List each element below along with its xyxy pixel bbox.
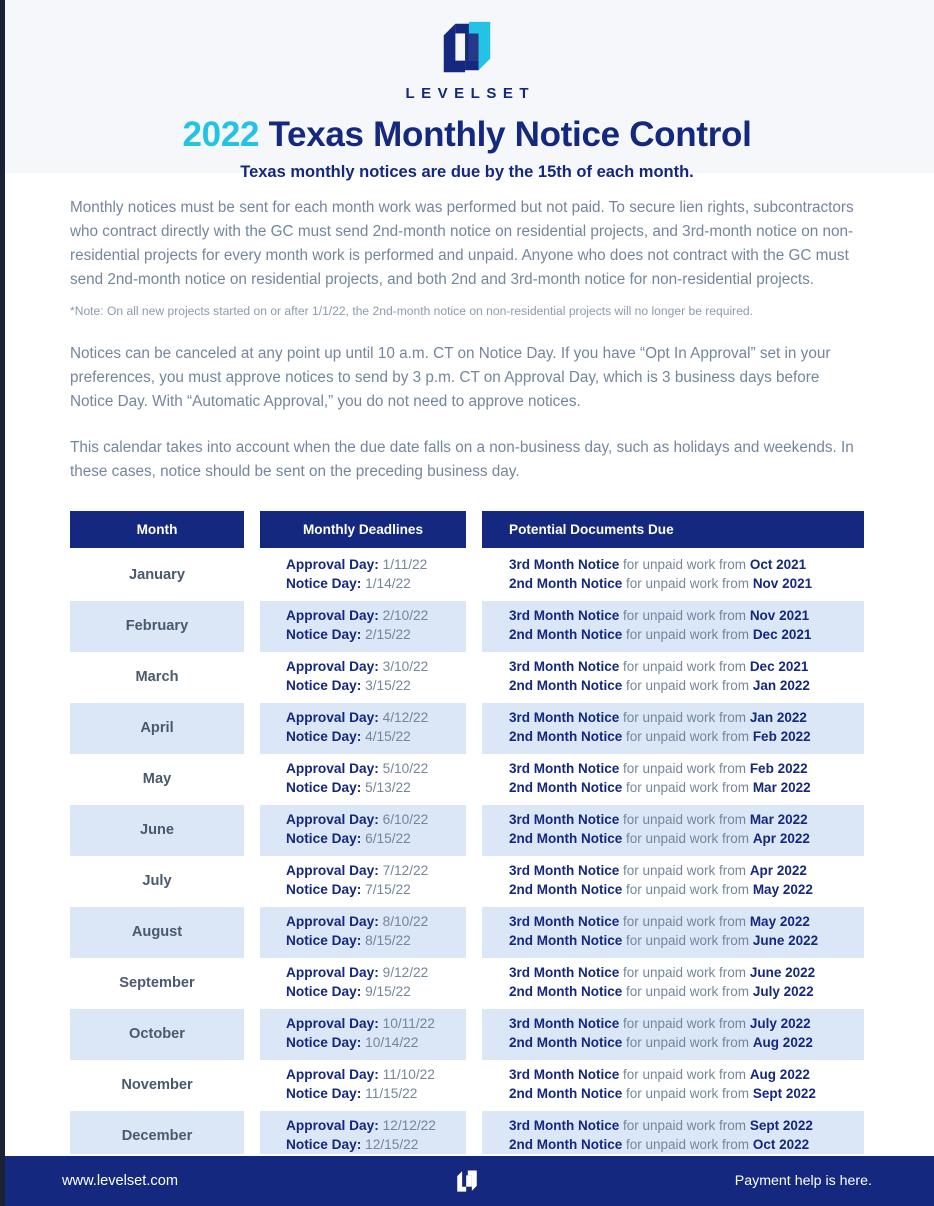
notice-day-value: 1/14/22 (365, 576, 411, 592)
second-month-notice-line (509, 1034, 864, 1053)
third-month-notice-period: Nov 2021 (749, 608, 810, 624)
third-month-notice-period: Mar 2022 (749, 812, 808, 828)
intro-paragraph-2: Notices can be canceled at any point up until 10 a.m. CT on Notice Day. If you have “Opt In Approval” set in your preferences, you must approve notices to send by 3 p.m. CT on Approval Day, which is 3 business days before Notice Day. With “Automatic Approval,” you do not need to approve notices. (70, 344, 831, 411)
third-month-notice-period: Feb 2022 (749, 761, 808, 777)
notice-day-label: Notice Day: (286, 1086, 366, 1102)
third-month-notice-label: 3rd Month Notice (509, 761, 620, 777)
approval-day-value: 3/10/22 (382, 659, 429, 675)
cell-documents (482, 958, 864, 1009)
third-month-notice-line (509, 964, 864, 983)
approval-day-line (286, 1015, 466, 1034)
third-month-notice-text: for unpaid work from (619, 914, 750, 930)
table-row (70, 805, 864, 856)
table-row (70, 856, 864, 907)
second-month-notice-label: 2nd Month Notice (509, 1086, 623, 1102)
column-header-documents: Potential Documents Due (482, 511, 864, 548)
approval-day-value: 6/10/22 (382, 812, 429, 828)
third-month-notice-period: Sept 2022 (749, 1118, 813, 1134)
cell-deadlines (260, 754, 466, 805)
approval-day-value: 2/10/22 (382, 608, 429, 624)
notice-day-label: Notice Day: (286, 933, 366, 949)
second-month-notice-label: 2nd Month Notice (509, 576, 623, 592)
approval-day-value: 7/12/22 (382, 863, 429, 879)
third-month-notice-period: Aug 2022 (749, 1067, 810, 1083)
cell-documents (482, 754, 864, 805)
notice-day-label: Notice Day: (286, 729, 366, 745)
second-month-notice-text: for unpaid work from (622, 1086, 753, 1102)
notice-day-line (286, 626, 466, 645)
third-month-notice-period: June 2022 (749, 965, 816, 981)
notice-day-line (286, 575, 466, 594)
cell-documents (482, 1009, 864, 1060)
second-month-notice-text: for unpaid work from (622, 627, 753, 643)
third-month-notice-line (509, 607, 864, 626)
intro-paragraph-3: This calendar takes into account when the due date falls on a non-business day, such as holidays and weekends. In these cases, notice should be sent on the preceding business day. (70, 439, 854, 481)
notice-day-value: 12/15/22 (365, 1137, 419, 1153)
third-month-notice-line (509, 862, 864, 881)
second-month-notice-line (509, 1136, 864, 1155)
third-month-notice-label: 3rd Month Notice (509, 557, 620, 573)
second-month-notice-period: July 2022 (752, 984, 814, 1000)
second-month-notice-text: for unpaid work from (622, 576, 753, 592)
cell-deadlines (260, 856, 466, 907)
cell-month: August (70, 907, 244, 958)
third-month-notice-line (509, 709, 864, 728)
notice-day-value: 10/14/22 (365, 1035, 419, 1051)
approval-day-line (286, 709, 466, 728)
cell-documents (482, 1060, 864, 1111)
approval-day-label: Approval Day: (286, 812, 383, 828)
notice-day-line (286, 983, 466, 1002)
third-month-notice-text: for unpaid work from (619, 659, 750, 675)
table-row (70, 958, 864, 1009)
second-month-notice-period: June 2022 (752, 933, 819, 949)
third-month-notice-label: 3rd Month Notice (509, 1118, 620, 1134)
second-month-notice-label: 2nd Month Notice (509, 882, 623, 898)
notice-day-label: Notice Day: (286, 831, 366, 847)
table-row (70, 907, 864, 958)
approval-day-line (286, 1066, 466, 1085)
notice-day-label: Notice Day: (286, 882, 366, 898)
page-subtitle: Texas monthly notices are due by the 15th of each month. (240, 162, 694, 181)
cell-documents (482, 907, 864, 958)
cell-documents (482, 652, 864, 703)
approval-day-line (286, 964, 466, 983)
third-month-notice-text: for unpaid work from (619, 965, 750, 981)
third-month-notice-text: for unpaid work from (619, 557, 750, 573)
second-month-notice-period: Jan 2022 (752, 678, 810, 694)
second-month-notice-line (509, 932, 864, 951)
approval-day-value: 10/11/22 (382, 1016, 435, 1032)
cell-month: June (70, 805, 244, 856)
approval-day-value: 12/12/22 (382, 1118, 436, 1134)
approval-day-value: 9/12/22 (382, 965, 429, 981)
cell-documents (482, 601, 864, 652)
table-row (70, 1009, 864, 1060)
second-month-notice-text: for unpaid work from (622, 831, 753, 847)
second-month-notice-period: Feb 2022 (752, 729, 811, 745)
third-month-notice-line (509, 1066, 864, 1085)
notice-day-value: 7/15/22 (365, 882, 411, 898)
table-body (70, 550, 864, 1162)
notice-day-label: Notice Day: (286, 1035, 366, 1051)
second-month-notice-label: 2nd Month Notice (509, 627, 623, 643)
cell-deadlines (260, 1060, 466, 1111)
left-edge-strip (0, 0, 5, 1206)
second-month-notice-label: 2nd Month Notice (509, 678, 623, 694)
third-month-notice-text: for unpaid work from (619, 863, 750, 879)
approval-day-value: 4/12/22 (382, 710, 429, 726)
second-month-notice-label: 2nd Month Notice (509, 729, 623, 745)
approval-day-line (286, 607, 466, 626)
notice-day-line (286, 677, 466, 696)
second-month-notice-line (509, 983, 864, 1002)
notice-day-value: 11/15/22 (365, 1086, 418, 1102)
column-header-deadlines: Monthly Deadlines (260, 511, 466, 548)
second-month-notice-period: Oct 2022 (752, 1137, 810, 1153)
approval-day-line (286, 862, 466, 881)
cell-month: May (142, 771, 172, 788)
notice-day-label: Notice Day: (286, 678, 366, 694)
cell-documents (482, 856, 864, 907)
third-month-notice-label: 3rd Month Notice (509, 1016, 620, 1032)
notice-day-line (286, 1136, 466, 1155)
second-month-notice-label: 2nd Month Notice (509, 780, 623, 796)
approval-day-line (286, 1117, 466, 1136)
third-month-notice-period: Jan 2022 (749, 710, 807, 726)
third-month-notice-label: 3rd Month Notice (509, 608, 620, 624)
notice-day-value: 3/15/22 (365, 678, 411, 694)
approval-day-label: Approval Day: (286, 965, 383, 981)
notice-day-value: 9/15/22 (365, 984, 411, 1000)
third-month-notice-text: for unpaid work from (619, 812, 750, 828)
third-month-notice-text: for unpaid work from (619, 608, 750, 624)
third-month-notice-line (509, 658, 864, 677)
cell-documents (482, 805, 864, 856)
approval-day-label: Approval Day: (286, 608, 383, 624)
approval-day-label: Approval Day: (286, 1016, 383, 1032)
third-month-notice-text: for unpaid work from (619, 1118, 750, 1134)
second-month-notice-line (509, 881, 864, 900)
notice-day-line (286, 1085, 466, 1104)
approval-day-line (286, 658, 466, 677)
cell-deadlines (260, 601, 466, 652)
table-header-row (70, 511, 864, 548)
table-row (70, 601, 864, 652)
second-month-notice-label: 2nd Month Notice (509, 831, 623, 847)
intro-note: *Note: On all new projects started on or after 1/1/22, the 2nd-month notice on non-residential projects will no longer be required. (70, 303, 754, 318)
notice-day-line (286, 728, 466, 747)
second-month-notice-line (509, 626, 864, 645)
third-month-notice-text: for unpaid work from (619, 1067, 750, 1083)
notice-day-label: Notice Day: (286, 627, 366, 643)
cell-deadlines (260, 652, 466, 703)
second-month-notice-line (509, 677, 864, 696)
cell-documents (482, 550, 864, 601)
third-month-notice-period: Apr 2022 (749, 863, 807, 879)
notice-day-line (286, 881, 466, 900)
second-month-notice-text: for unpaid work from (622, 882, 753, 898)
brand-logo-block (0, 16, 934, 102)
approval-day-label: Approval Day: (286, 1118, 383, 1134)
second-month-notice-line (509, 575, 864, 594)
cell-month: September (119, 975, 195, 992)
notice-day-value: 8/15/22 (365, 933, 411, 949)
second-month-notice-line (509, 779, 864, 798)
second-month-notice-period: Mar 2022 (752, 780, 811, 796)
third-month-notice-line (509, 556, 864, 575)
column-header-month: Month (70, 511, 244, 548)
approval-day-value: 11/10/22 (382, 1067, 435, 1083)
third-month-notice-line (509, 760, 864, 779)
notice-day-line (286, 1034, 466, 1053)
third-month-notice-period: May 2022 (749, 914, 810, 930)
intro-paragraph-1: Monthly notices must be sent for each month work was performed but not paid. To secure lien rights, subcontractors who contract directly with the GC must send 2nd-month notice on residential projects, and 3rd-month notice on non-residential projects for every month work is performed and unpaid. Anyone who does not contract with the GC must send 2nd-month notice on residential projects, and both 2nd and 3rd-month notice for non-residential projects. (70, 199, 854, 289)
cell-documents (482, 703, 864, 754)
third-month-notice-text: for unpaid work from (619, 1016, 750, 1032)
second-month-notice-text: for unpaid work from (622, 780, 753, 796)
cell-month: November (121, 1077, 193, 1094)
third-month-notice-label: 3rd Month Notice (509, 659, 620, 675)
page-header (0, 0, 934, 181)
third-month-notice-line (509, 1117, 864, 1136)
approval-day-label: Approval Day: (286, 761, 383, 777)
cell-month: April (70, 703, 244, 754)
third-month-notice-label: 3rd Month Notice (509, 812, 620, 828)
approval-day-label: Approval Day: (286, 659, 383, 675)
table-row (70, 1060, 864, 1111)
table-row (70, 754, 864, 805)
approval-day-line (286, 556, 466, 575)
second-month-notice-label: 2nd Month Notice (509, 933, 623, 949)
page-title-rest: Texas Monthly Notice Control (259, 115, 752, 154)
third-month-notice-label: 3rd Month Notice (509, 914, 620, 930)
notice-day-line (286, 779, 466, 798)
footer-tagline: Payment help is here. (734, 1173, 872, 1189)
third-month-notice-line (509, 913, 864, 932)
notice-day-value: 5/13/22 (365, 780, 411, 796)
second-month-notice-text: for unpaid work from (622, 1035, 753, 1051)
cell-deadlines (260, 1009, 466, 1060)
third-month-notice-label: 3rd Month Notice (509, 710, 620, 726)
third-month-notice-label: 3rd Month Notice (509, 965, 620, 981)
third-month-notice-period: Oct 2021 (749, 557, 807, 573)
second-month-notice-label: 2nd Month Notice (509, 984, 623, 1000)
notice-day-line (286, 830, 466, 849)
notice-day-value: 2/15/22 (365, 627, 411, 643)
page-title-year: 2022 (182, 115, 260, 154)
cell-month: December (70, 1111, 244, 1162)
second-month-notice-line (509, 1085, 864, 1104)
second-month-notice-text: for unpaid work from (622, 678, 753, 694)
cell-month: October (70, 1009, 244, 1060)
approval-day-value: 1/11/22 (382, 557, 428, 573)
cell-deadlines (260, 958, 466, 1009)
approval-day-line (286, 811, 466, 830)
footer-website[interactable]: www.levelset.com (62, 1173, 178, 1189)
third-month-notice-text: for unpaid work from (619, 761, 750, 777)
notice-day-label: Notice Day: (286, 984, 366, 1000)
cell-month: February (70, 601, 244, 652)
second-month-notice-line (509, 728, 864, 747)
page-footer (0, 1154, 934, 1206)
approval-day-value: 5/10/22 (382, 761, 429, 777)
cell-deadlines (260, 805, 466, 856)
third-month-notice-text: for unpaid work from (619, 710, 750, 726)
approval-day-line (286, 760, 466, 779)
approval-day-label: Approval Day: (286, 1067, 383, 1083)
table-row (70, 703, 864, 754)
approval-day-label: Approval Day: (286, 863, 383, 879)
approval-day-label: Approval Day: (286, 914, 383, 930)
notice-day-value: 6/15/22 (365, 831, 411, 847)
third-month-notice-period: July 2022 (749, 1016, 811, 1032)
notice-day-label: Notice Day: (286, 780, 366, 796)
second-month-notice-period: Apr 2022 (752, 831, 810, 847)
second-month-notice-period: Aug 2022 (752, 1035, 813, 1051)
approval-day-value: 8/10/22 (382, 914, 429, 930)
intro-content (0, 173, 934, 485)
notice-calendar-table (0, 511, 934, 1162)
second-month-notice-text: for unpaid work from (622, 729, 753, 745)
cell-month: July (142, 873, 172, 890)
second-month-notice-period: Dec 2021 (752, 627, 812, 643)
third-month-notice-period: Dec 2021 (749, 659, 809, 675)
second-month-notice-period: May 2022 (752, 882, 813, 898)
approval-day-line (286, 913, 466, 932)
brand-wordmark: LEVELSET (405, 85, 535, 102)
table-row (70, 652, 864, 703)
notice-day-label: Notice Day: (286, 576, 366, 592)
cell-deadlines (260, 703, 466, 754)
notice-day-value: 4/15/22 (365, 729, 411, 745)
approval-day-label: Approval Day: (286, 710, 383, 726)
second-month-notice-label: 2nd Month Notice (509, 1137, 623, 1153)
second-month-notice-period: Sept 2022 (752, 1086, 816, 1102)
notice-day-label: Notice Day: (286, 1137, 366, 1153)
cell-month: March (135, 669, 179, 686)
third-month-notice-line (509, 811, 864, 830)
second-month-notice-label: 2nd Month Notice (509, 1035, 623, 1051)
second-month-notice-text: for unpaid work from (622, 933, 753, 949)
second-month-notice-period: Nov 2021 (752, 576, 813, 592)
levelset-logo-icon (436, 16, 498, 78)
page-title (0, 116, 934, 155)
third-month-notice-label: 3rd Month Notice (509, 1067, 620, 1083)
cell-deadlines (260, 550, 466, 601)
third-month-notice-label: 3rd Month Notice (509, 863, 620, 879)
notice-day-line (286, 932, 466, 951)
second-month-notice-text: for unpaid work from (622, 1137, 753, 1153)
cell-month: January (129, 567, 185, 584)
approval-day-label: Approval Day: (286, 557, 383, 573)
second-month-notice-line (509, 830, 864, 849)
cell-deadlines (260, 907, 466, 958)
table-row (70, 550, 864, 601)
second-month-notice-text: for unpaid work from (622, 984, 753, 1000)
third-month-notice-line (509, 1015, 864, 1034)
levelset-logo-icon (454, 1166, 480, 1196)
